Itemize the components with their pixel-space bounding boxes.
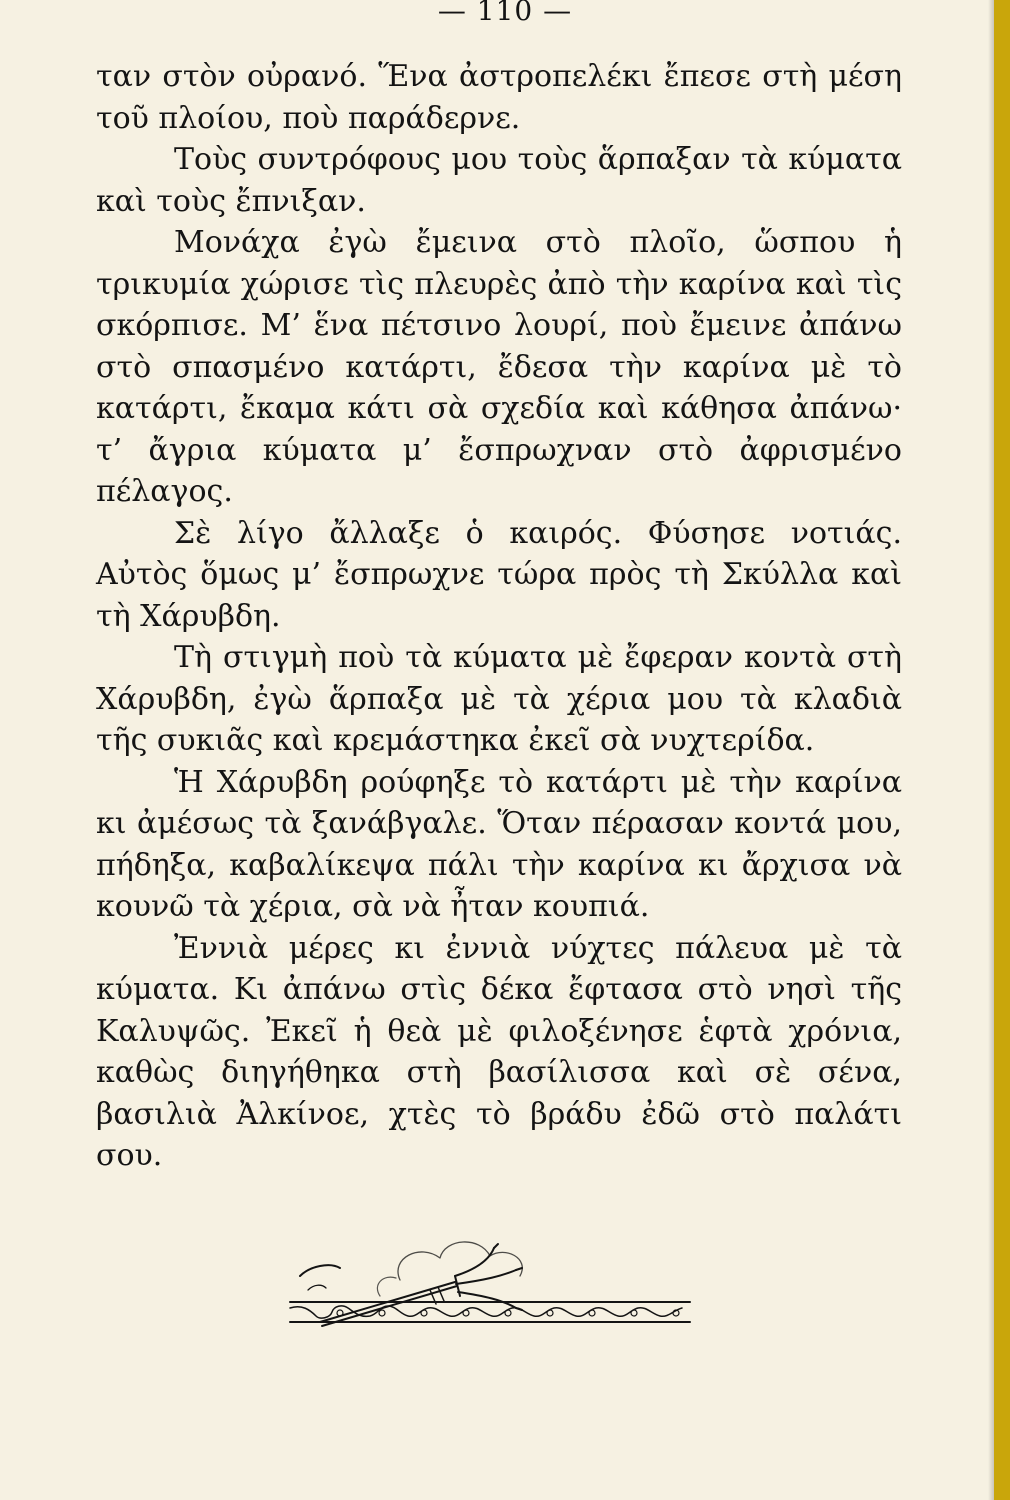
paragraph-4: Σὲ λίγο ἄλλαξε ὁ καιρός. Φύσησε νοτιάς. Αὐτὸς ὅμως μ’ ἔσπρωχνε τώρα πρὸς τὴ Σκύλλα καὶ τὴ Χάρυβδη. (96, 515, 902, 634)
page-edge (994, 0, 1010, 1500)
paragraph-6: Ἡ Χάρυβδη ρούφηξε τὸ κατάρτι μὲ τὴν καρίνα κι ἀμέσως τὰ ξανάβγαλε. Ὅταν πέρασαν κοντά μου, πήδηξα, καβαλίκεψα πάλι τὴν καρίνα κι ἄρχισα νὰ κουνῶ τὰ χέρια, σὰ νὰ ἦταν κουπιά. (96, 764, 902, 924)
paragraph-5: Τὴ στιγμὴ ποὺ τὰ κύματα μὲ ἔφεραν κοντὰ στὴ Χάρυβδη, ἐγὼ ἅρπαξα μὲ τὰ χέρια μου τὰ κλαδιὰ τῆς συκιᾶς καὶ κρεμάστηκα ἐκεῖ σὰ νυχτερίδα. (96, 640, 902, 758)
paragraph-7: Ἐννιὰ μέρες κι ἐννιὰ νύχτες πάλευα μὲ τὰ κύματα. Κι ἀπάνω στὶς δέκα ἔφτασα στὸ νησὶ τῆς Καλυψῶς. Ἐκεῖ ἡ θεὰ μὲ φιλοξένησε ἑφτὰ χρόνια, καθὼς διηγήθηκα στὴ βασίλισσα καὶ σὲ σένα, βασιλιὰ Ἀλκίνοε, χτὲς τὸ βράδυ ἐδῶ στὸ παλάτι σου. (96, 930, 902, 1173)
trident-waves-icon (280, 1218, 700, 1338)
page-number: — 110 — (437, 0, 573, 27)
text-body (96, 56, 902, 1177)
paragraph-3: Μονάχα ἐγὼ ἔμεινα στὸ πλοῖο, ὥσπου ἡ τρικυμία χώρισε τὶς πλευρὲς ἀπὸ τὴν καρίνα καὶ τὶς σκόρπισε. Μ’ ἕνα πέτσινο λουρί, ποὺ ἔμεινε ἀπάνω στὸ σπασμένο κατάρτι, ἔδεσα τὴν καρίνα μὲ τὸ κατάρτι, ἔκαμα κάτι σὰ σχεδία καὶ κάθησα ἀπάνω· τ’ ἄγρια κύματα μ’ ἔσπρωχναν στὸ ἀφρισμένο πέλαγος. (96, 225, 902, 509)
paragraph-1: ταν στὸν οὐρανό. Ἕνα ἀστροπελέκι ἔπεσε στὴ μέση τοῦ πλοίου, ποὺ παράδερνε. (96, 59, 902, 136)
paragraph-2: Τοὺς συντρόφους μου τοὺς ἅρπαξαν τὰ κύματα καὶ τοὺς ἔπνιξαν. (96, 142, 902, 219)
